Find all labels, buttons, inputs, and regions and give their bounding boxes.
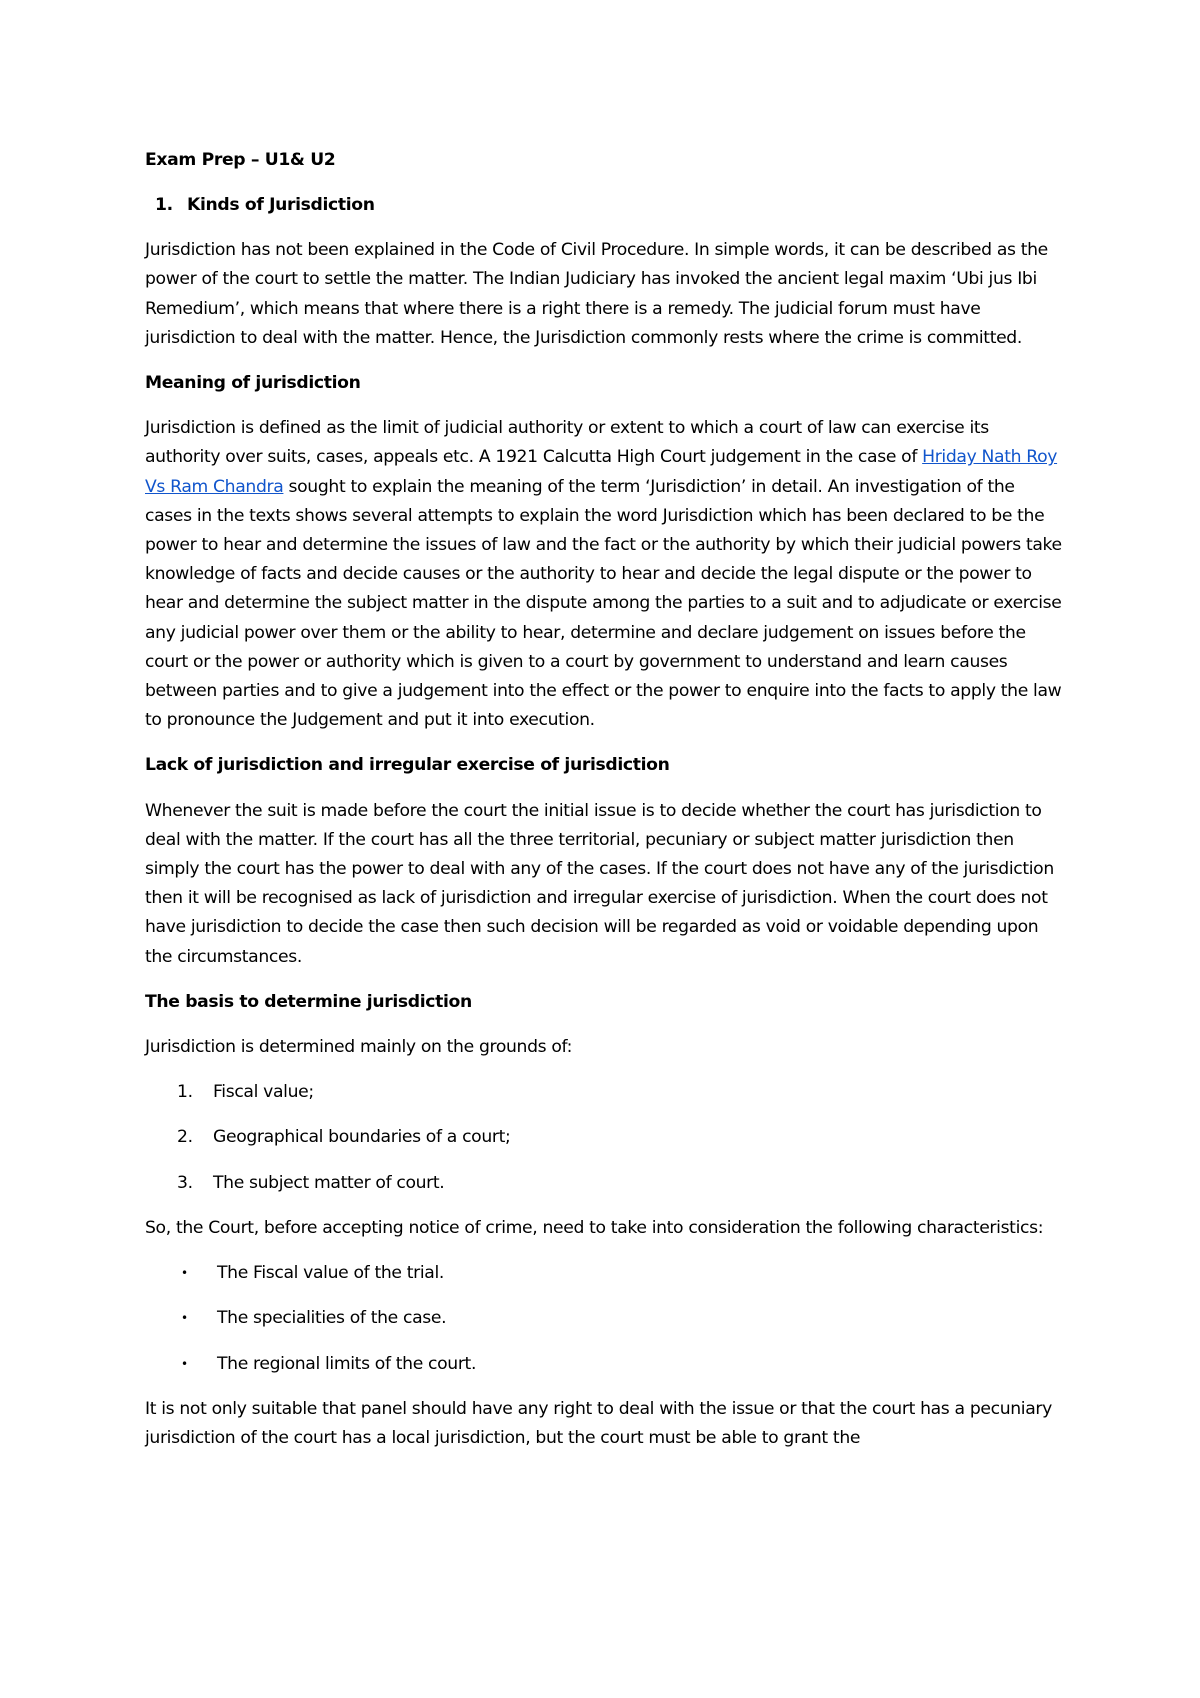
list-item <box>145 1304 1065 1333</box>
bullet-list <box>145 1259 1065 1379</box>
bullet-icon: • <box>181 1356 188 1371</box>
document-title: Exam Prep – U1& U2 <box>145 150 336 170</box>
meaning-text-before-link: Jurisdiction is defined as the limit of judicial authority or extent to which a court of law can exercise its authority over suits, cases, appeals etc. A 1921 Calcutta High Court judgement in the case of <box>145 418 989 468</box>
list-item <box>145 1259 1065 1288</box>
closing-paragraph: It is not only suitable that panel should have any right to deal with the issue or that the court has a pecuniary jurisdiction of the court has a local jurisdiction, but the court must be able to grant the <box>145 1398 1052 1448</box>
list-item-text: The subject matter of court. <box>213 1172 445 1193</box>
list-number: 1. <box>177 1082 193 1103</box>
list-item-text: Geographical boundaries of a court; <box>213 1127 511 1148</box>
bullet-icon: • <box>181 1311 188 1326</box>
intro-paragraph: Jurisdiction has not been explained in the Code of Civil Procedure. In simple words, it can be described as the power of the court to settle the matter. The Indian Judiciary has invoked the ancient legal maxim ‘Ubi jus Ibi Remedium’, which means that where there is a right there is a remedy. The judicial forum must have jurisdiction to deal with the matter. Hence, the Jurisdiction commonly rests where the crime is committed. <box>145 240 1048 348</box>
list-item-text: The Fiscal value of the trial. <box>217 1263 444 1284</box>
list-item <box>145 1350 1065 1379</box>
list-number: 3. <box>177 1172 193 1193</box>
list-item <box>145 1123 1065 1152</box>
heading-number: 1. <box>155 195 173 215</box>
section-heading-kinds-of-jurisdiction <box>145 191 1065 220</box>
bullet-icon: • <box>181 1266 188 1281</box>
heading-text: Kinds of Jurisdiction <box>187 195 375 215</box>
section-heading-meaning: Meaning of jurisdiction <box>145 373 361 394</box>
characteristics-paragraph: So, the Court, before accepting notice of crime, need to take into consideration the following characteristics: <box>145 1217 1044 1238</box>
section-heading-basis: The basis to determine jurisdiction <box>145 991 472 1012</box>
section-heading-lack-of-jurisdiction: Lack of jurisdiction and irregular exercise of jurisdiction <box>145 755 670 776</box>
list-item-text: Fiscal value; <box>213 1082 314 1103</box>
list-item <box>145 1078 1065 1107</box>
case-link[interactable]: Hriday Nath Roy Vs Ram Chandra <box>145 447 1058 497</box>
list-item <box>145 1169 1065 1198</box>
document-body <box>145 146 1065 1469</box>
meaning-paragraph <box>145 414 1065 735</box>
basis-intro-paragraph: Jurisdiction is determined mainly on the grounds of: <box>145 1037 573 1058</box>
list-number: 2. <box>177 1127 193 1148</box>
list-item-text: The regional limits of the court. <box>217 1353 477 1374</box>
numbered-list <box>145 1078 1065 1198</box>
list-item-text: The specialities of the case. <box>217 1308 447 1329</box>
meaning-text-after-link: sought to explain the meaning of the term ‘Jurisdiction’ in detail. An investigation of the cases in the texts shows several attempts to explain the word Jurisdiction which has been declared to be the power to hear and determine the issues of law and the fact or the authority by which their judicial powers take knowledge of facts and decide causes or the authority to hear and decide the legal dispute or the power to hear and determine the subject matter in the dispute among the parties to a suit and to adjudicate or exercise any judicial power over them or the ability to hear, determine and declare judgement on issues before the court or the power or authority which is given to a court by government to understand and learn causes between parties and to give a judgement into the effect or the power to enquire into the facts to apply the law to pronounce the Judgement and put it into execution. <box>145 476 1062 731</box>
lack-paragraph: Whenever the suit is made before the court the initial issue is to decide whether the court has jurisdiction to deal with the matter. If the court has all the three territorial, pecuniary or subject matter jurisdiction then simply the court has the power to deal with any of the cases. If the court does not have any of the jurisdiction then it will be recognised as lack of jurisdiction and irregular exercise of jurisdiction. When the court does not have jurisdiction to decide the case then such decision will be regarded as void or voidable depending upon the circumstances. <box>145 800 1054 967</box>
